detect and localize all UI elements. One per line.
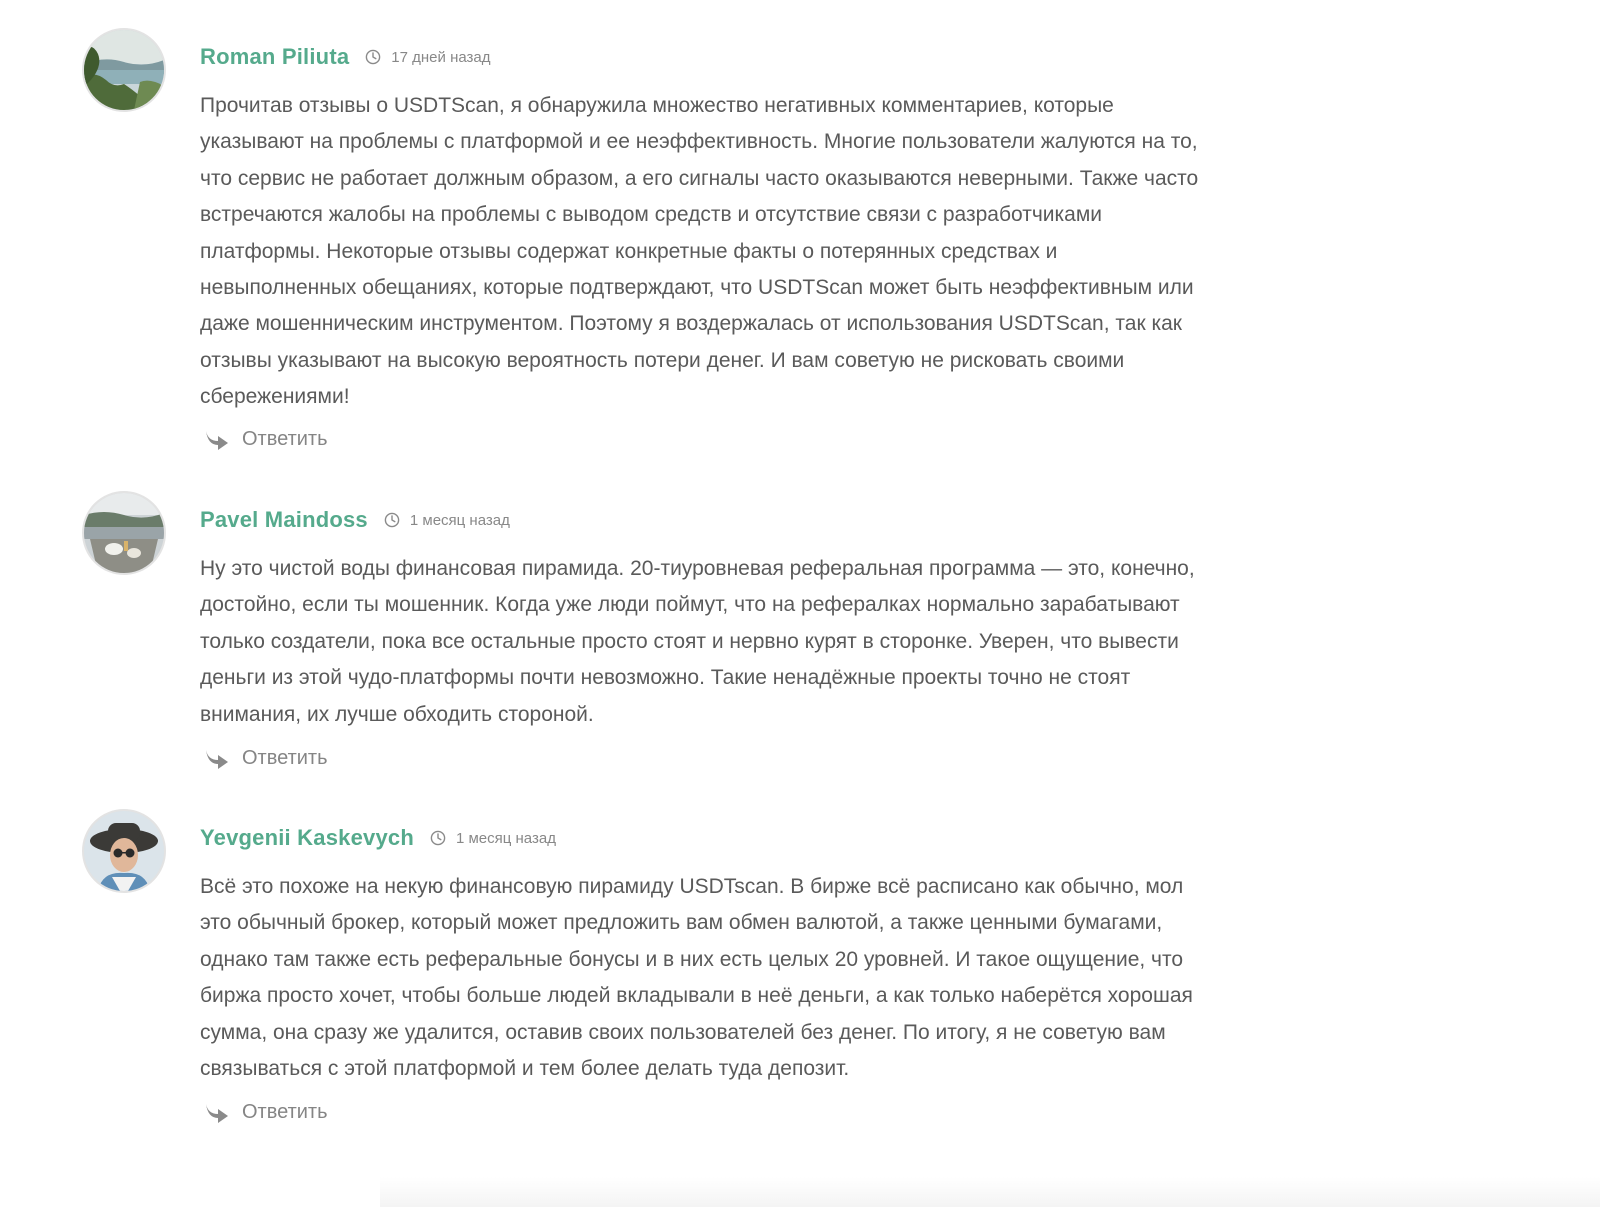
time-label: 1 месяц назад: [409, 511, 510, 529]
comment-text: Ну это чистой воды финансовая пирамида. 20-тиуровневая реферальная программа — это, конечно, достойно, если ты мошенник. Когда уже люди поймут, что на рефералках нормально зарабатывают только создатели, пока все остальные просто стоят и нервно курят в сторонке. Уверен, что вывести деньги из этой чудо-платформы почти невозможно. Такие ненадёжные проекты точно не стоят внимания, их лучше обходить стороной.: [200, 557, 1195, 726]
clock-icon: [384, 512, 400, 528]
clock-icon: [430, 830, 446, 846]
reply-button[interactable]: [204, 747, 328, 770]
avatar-image: [84, 811, 164, 891]
avatar-image: [84, 493, 164, 573]
comment-text: Всё это похоже на некую финансовую пирамиду USDTscan. В бирже всё расписано как обычно, мол это обычный брокер, который может предложить вам обмен валютой, а также ценными бумагами, однако там также есть реферальные бонусы и в них есть целых 20 уровней. И такое ощущение, что биржа просто хочет, чтобы больше людей вкладывали в неё деньги, а как только наберётся хорошая сумма, она сразу же удалится, оставив своих пользователей без денег. По итогу, я не советую вам связываться с этой платформой и тем более делать туда депозит.: [200, 875, 1193, 1081]
reply-arrow-icon: [204, 748, 230, 770]
comment-header: [200, 42, 491, 72]
reply-label: Ответить: [242, 1101, 328, 1123]
comment-header: [200, 823, 556, 853]
reply-button[interactable]: [204, 1101, 328, 1124]
bottom-shadow: [380, 1177, 1600, 1207]
comment-text: Прочитав отзывы о USDTScan, я обнаружила множество негативных комментариев, которые указывают на проблемы с платформой и ее неэффективность. Многие пользователи жалуются на то, что сервис не работает должным образом, а его сигналы часто оказываются неверными. Также часто встречаются жалобы на проблемы с выводом средств и отсутствие связи с разработчиками платформы. Некоторые отзывы содержат конкретные факты о потерянных средствах и невыполненных обещаниях, которые подтверждают, что USDTScan может быть неэффективным или даже мошенническим инструментом. Поэтому я воздержалась от использования USDTScan, так как отзывы указывают на высокую вероятность потери денег. И вам советую не рисковать своими сбережениями!: [200, 94, 1199, 409]
comment-time: [430, 830, 556, 847]
author-name[interactable]: Yevgenii Kaskevych: [200, 825, 414, 850]
avatar[interactable]: [82, 28, 166, 112]
reply-label: Ответить: [242, 747, 328, 769]
avatar[interactable]: [82, 809, 166, 893]
reply-button[interactable]: [204, 428, 328, 451]
comment-time: [384, 512, 510, 529]
reply-arrow-icon: [204, 1102, 230, 1124]
reply-arrow-icon: [204, 429, 230, 451]
reply-label: Ответить: [242, 428, 328, 450]
time-label: 17 дней назад: [391, 48, 491, 66]
author-name[interactable]: Pavel Maindoss: [200, 507, 368, 532]
clock-icon: [365, 49, 381, 65]
author-name[interactable]: Roman Piliuta: [200, 44, 350, 69]
comment-time: [365, 49, 490, 66]
time-label: 1 месяц назад: [455, 829, 556, 847]
avatar-image: [84, 30, 164, 110]
comment-header: [200, 505, 510, 535]
avatar[interactable]: [82, 491, 166, 575]
